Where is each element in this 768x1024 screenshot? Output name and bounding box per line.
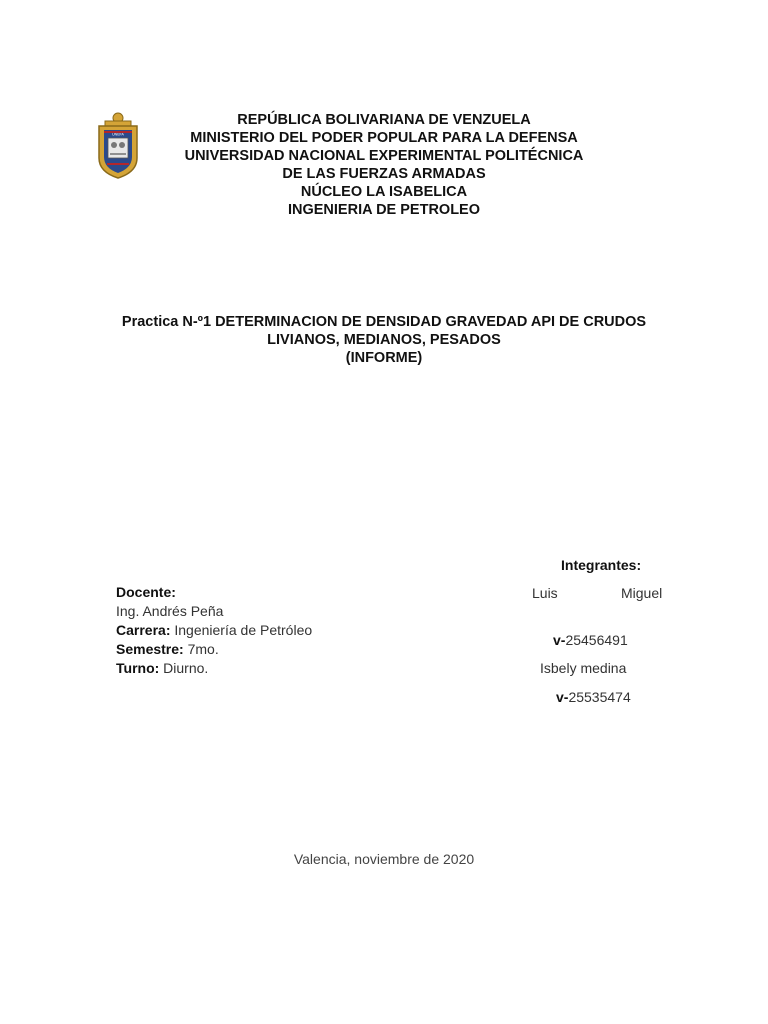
title-line-3: (INFORME) <box>345 350 423 366</box>
member-2-id <box>556 689 631 705</box>
document-title <box>0 313 768 367</box>
member-1-id-number: 25456491 <box>565 632 628 648</box>
member-1-id-prefix: v- <box>553 632 566 648</box>
docente-info <box>116 583 312 678</box>
integrantes-label: Integrantes: <box>561 557 642 573</box>
header-line-republic: REPÚBLICA BOLIVARIANA DE VENZUELA <box>237 112 531 128</box>
semestre-value: 7mo. <box>187 641 219 657</box>
docente-name: Ing. Andrés Peña <box>116 603 224 619</box>
member-2-name: Isbely medina <box>540 660 627 676</box>
member-1-first-name: Luis <box>532 585 558 601</box>
docente-label: Docente: <box>116 584 176 600</box>
turno-value: Diurno. <box>163 660 209 676</box>
member-2-id-prefix: v- <box>556 689 569 705</box>
header-line-university: UNIVERSIDAD NACIONAL EXPERIMENTAL POLITÉCNICA <box>184 148 584 164</box>
header-line-armed-forces: DE LAS FUERZAS ARMADAS <box>282 166 486 182</box>
carrera-label: Carrera: <box>116 622 171 638</box>
carrera-value: Ingeniería de Petróleo <box>174 622 313 638</box>
header-line-program: INGENIERIA DE PETROLEO <box>287 202 480 218</box>
svg-text:UNEFA: UNEFA <box>112 132 124 137</box>
institution-header <box>0 111 768 219</box>
title-line-2: LIVIANOS, MEDIANOS, PESADOS <box>267 332 501 348</box>
carrera-row <box>116 621 312 640</box>
semestre-row <box>116 640 312 659</box>
title-line-1: Practica N-º1 DETERMINACION DE DENSIDAD GRAVEDAD API DE CRUDOS <box>121 314 647 330</box>
header-line-nucleus: NÚCLEO LA ISABELICA <box>300 184 468 200</box>
header-line-ministry: MINISTERIO DEL PODER POPULAR PARA LA DEFENSA <box>190 130 578 146</box>
semestre-label: Semestre: <box>116 641 184 657</box>
member-2-id-number: 25535474 <box>568 689 631 705</box>
member-1-id <box>553 632 628 648</box>
turno-label: Turno: <box>116 660 160 676</box>
turno-row <box>116 659 312 678</box>
city-date: Valencia, noviembre de 2020 <box>293 851 475 867</box>
member-1-last-name: Miguel <box>621 585 663 601</box>
